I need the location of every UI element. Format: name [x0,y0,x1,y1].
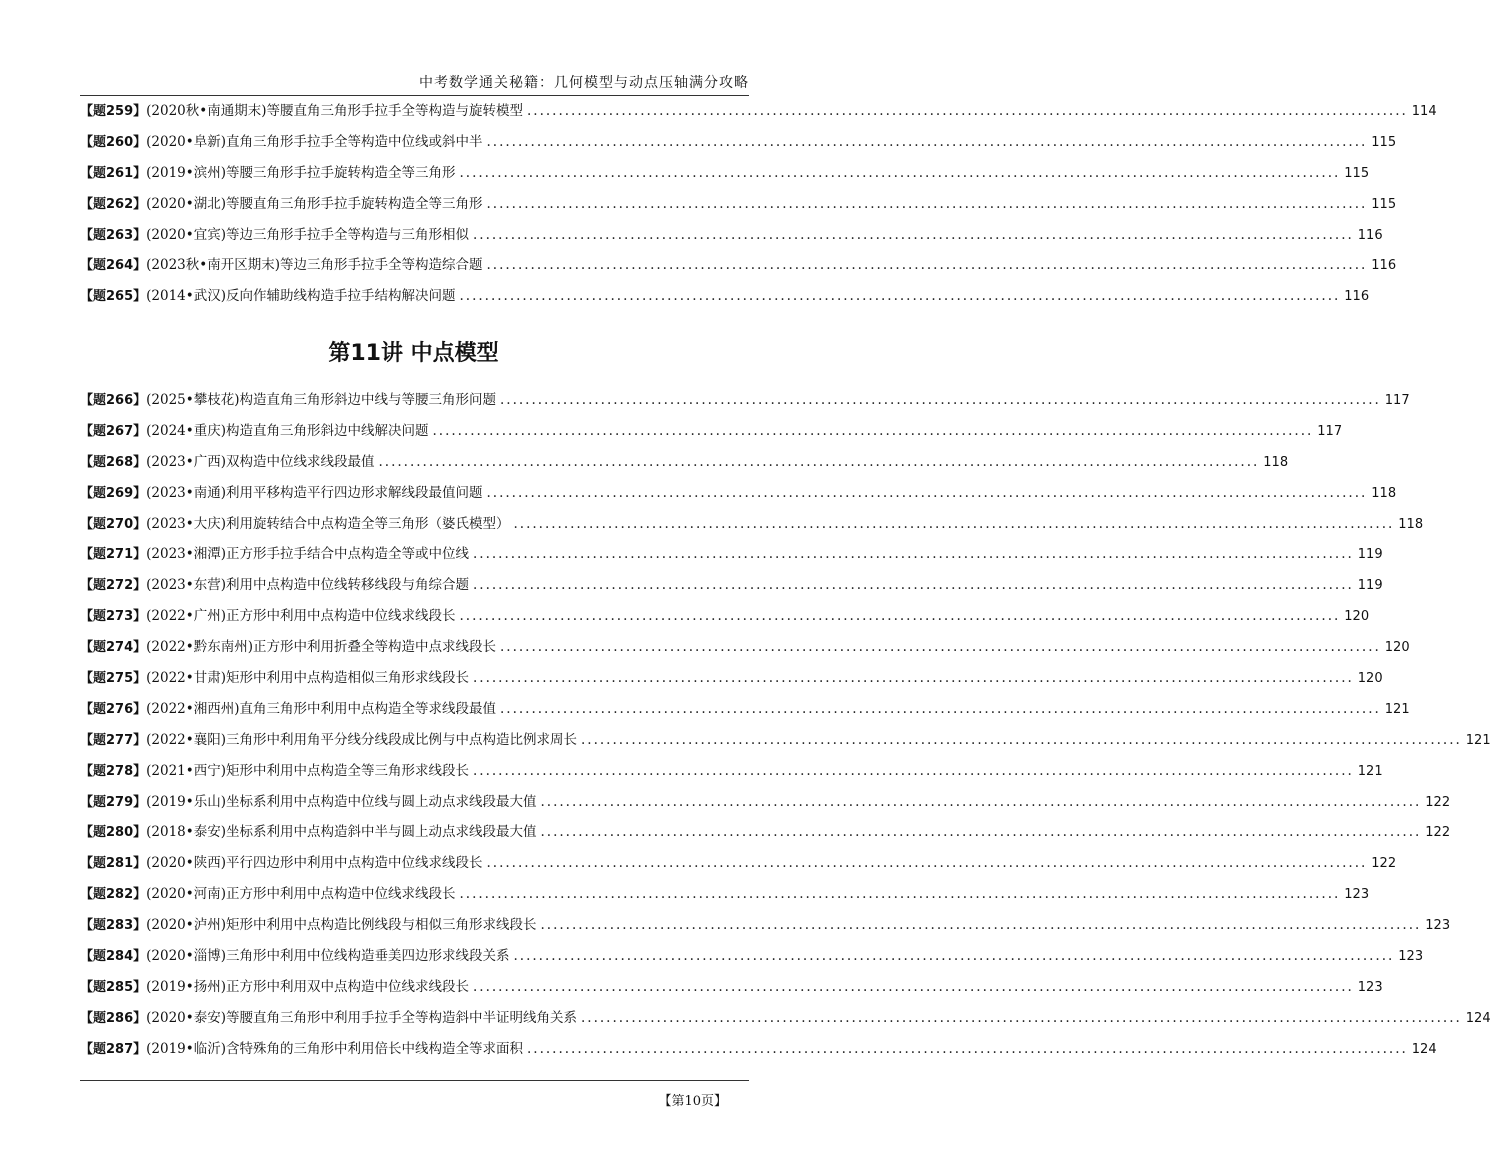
toc-entry-page: 116 [1357,227,1383,243]
toc-entry-page: 120 [1384,640,1410,656]
toc-entry[interactable] [80,542,1383,573]
toc-leader-dots [487,257,1368,273]
toc-entry-number: 【题263】 [80,227,147,243]
toc-entry-page: 118 [1263,454,1289,470]
toc-leader-dots [473,227,1354,243]
toc-entry[interactable] [80,882,1370,913]
toc-section-2 [80,388,1491,1068]
toc-entry-page: 116 [1371,258,1397,274]
toc-entry[interactable] [80,759,1383,790]
toc-entry[interactable] [80,728,1491,759]
toc-entry-page: 122 [1371,856,1397,872]
toc-entry-number: 【题276】 [80,701,147,717]
toc-entry[interactable] [80,130,1397,161]
toc-entry-title: (2020•湖北)等腰直角三角形手拉手旋转构造全等三角形 [146,195,483,212]
toc-section-1 [80,99,1437,315]
toc-entry[interactable] [80,913,1451,944]
toc-leader-dots [541,824,1422,840]
toc-entry-number: 【题275】 [80,671,147,687]
toc-leader-dots [514,516,1395,532]
toc-entry-title: (2019•乐山)坐标系利用中点构造中位线与圆上动点求线段最大值 [146,793,537,810]
toc-leader-dots [460,165,1341,181]
toc-entry-page: 122 [1425,794,1451,810]
toc-entry-page: 121 [1384,701,1410,717]
toc-leader-dots [527,103,1408,119]
toc-entry-page: 116 [1344,289,1370,305]
toc-entry-number: 【题267】 [80,423,147,439]
toc-entry-title: (2022•湘西州)直角三角形中利用中点构造全等求线段最值 [146,700,496,717]
toc-entry-number: 【题262】 [80,196,147,212]
toc-entry[interactable] [80,450,1289,481]
toc-entry-number: 【题270】 [80,516,147,532]
toc-entry[interactable] [80,253,1397,284]
toc-entry-number: 【题265】 [80,289,147,305]
toc-leader-dots [460,608,1341,624]
toc-entry-page: 122 [1425,825,1451,841]
toc-leader-dots [473,763,1354,779]
toc-entry-title: (2022•甘肃)矩形中利用中点构造相似三角形求线段长 [146,670,469,687]
toc-entry-title: (2020秋•南通期末)等腰直角三角形手拉手全等构造与旋转模型 [146,103,523,119]
toc-entry-title: (2018•泰安)坐标系利用中点构造斜中半与圆上动点求线段最大值 [146,824,537,841]
toc-entry-page: 119 [1357,578,1383,594]
toc-entry-number: 【题279】 [80,794,147,810]
toc-entry-title: (2019•临沂)含特殊角的三角形中利用倍长中线构造全等求面积 [146,1040,523,1057]
toc-leader-dots [581,732,1462,748]
toc-entry-page: 118 [1398,516,1424,532]
toc-entry-number: 【题286】 [80,1010,147,1026]
toc-entry-number: 【题278】 [80,763,147,779]
toc-entry[interactable] [80,388,1410,419]
toc-leader-dots [487,485,1368,501]
toc-leader-dots [541,794,1422,810]
toc-entry-page: 121 [1357,763,1383,779]
toc-entry-page: 114 [1411,104,1437,119]
toc-leader-dots [500,639,1381,655]
toc-entry-number: 【题283】 [80,918,147,934]
toc-entry-title: (2023•大庆)利用旋转结合中点构造全等三角形（婆氏模型） [146,515,510,532]
toc-entry-page: 117 [1317,423,1343,439]
toc-entry-page: 124 [1411,1041,1437,1057]
toc-leader-dots [487,134,1368,150]
toc-entry[interactable] [80,666,1383,697]
toc-entry-title: (2023秋•南开区期末)等边三角形手拉手全等构造综合题 [146,257,483,274]
toc-entry-page: 117 [1384,393,1410,408]
toc-entry[interactable] [80,573,1383,604]
toc-entry-title: (2023•湘潭)正方形手拉手结合中点构造全等或中位线 [146,546,469,563]
toc-entry-number: 【题281】 [80,856,147,872]
toc-entry-title: (2022•襄阳)三角形中利用角平分线分线段成比例与中点构造比例求周长 [146,731,577,748]
toc-entry-title: (2020•河南)正方形中利用中点构造中位线求线段长 [146,886,456,903]
toc-entry[interactable] [80,192,1397,223]
toc-entry-title: (2024•重庆)构造直角三角形斜边中线解决问题 [146,422,429,439]
toc-entry-number: 【题277】 [80,732,147,748]
toc-entry[interactable] [80,1037,1437,1068]
toc-entry[interactable] [80,635,1410,666]
footer-rule [80,1080,749,1081]
toc-entry-title: (2020•宜宾)等边三角形手拉手全等构造与三角形相似 [146,226,469,243]
toc-entry-number: 【题269】 [80,485,147,501]
toc-leader-dots [460,886,1341,902]
toc-entry[interactable] [80,820,1451,851]
page-header-title: 中考数学通关秘籍：几何模型与动点压轴满分攻略 [419,75,749,91]
toc-entry-page: 124 [1465,1010,1491,1026]
toc-entry-number: 【题287】 [80,1041,147,1057]
toc-entry-title: (2023•广西)双构造中位线求线段最值 [146,453,375,470]
toc-leader-dots [487,196,1368,212]
toc-entry-page: 115 [1371,134,1397,150]
toc-leader-dots [500,701,1381,717]
toc-entry[interactable] [80,697,1410,728]
toc-leader-dots [473,577,1354,593]
toc-leader-dots [581,1010,1462,1026]
toc-entry[interactable] [80,512,1424,543]
toc-entry-page: 123 [1344,887,1370,903]
toc-entry-number: 【题266】 [80,393,147,408]
toc-entry-title: (2023•南通)利用平移构造平行四边形求解线段最值问题 [146,484,483,501]
toc-entry-title: (2025•攀枝花)构造直角三角形斜边中线与等腰三角形问题 [146,392,496,408]
toc-entry-page: 120 [1357,671,1383,687]
toc-entry-number: 【题261】 [80,165,147,181]
toc-entry-number: 【题285】 [80,979,147,995]
toc-leader-dots [541,917,1422,933]
toc-entry[interactable] [80,223,1383,254]
toc-entry-number: 【题259】 [80,104,147,119]
toc-entry-page: 123 [1425,918,1451,934]
toc-entry-number: 【题268】 [80,454,147,470]
toc-entry-number: 【题284】 [80,949,147,965]
toc-entry[interactable] [80,284,1370,315]
toc-entry[interactable] [80,851,1397,882]
toc-entry-number: 【题273】 [80,609,147,625]
toc-leader-dots [473,546,1354,562]
toc-entry[interactable] [80,604,1370,635]
toc-entry[interactable] [80,99,1437,130]
header-rule [80,95,749,96]
toc-entry-title: (2020•阜新)直角三角形手拉手全等构造中位线或斜中半 [146,133,483,150]
toc-leader-dots [433,423,1314,439]
toc-entry-page: 123 [1357,979,1383,995]
toc-entry-title: (2014•武汉)反向作辅助线构造手拉手结构解决问题 [146,288,456,305]
toc-entry-number: 【题282】 [80,887,147,903]
toc-entry-number: 【题272】 [80,578,147,594]
toc-entry[interactable] [80,481,1397,512]
toc-entry-title: (2022•黔东南州)正方形中利用折叠全等构造中点求线段长 [146,639,496,656]
toc-leader-dots [473,979,1354,995]
toc-entry-number: 【题264】 [80,258,147,274]
toc-entry[interactable] [80,790,1451,821]
toc-entry-title: (2019•扬州)正方形中利用双中点构造中位线求线段长 [146,978,469,995]
toc-entry-title: (2020•泰安)等腰直角三角形中利用手拉手全等构造斜中半证明线角关系 [146,1009,577,1026]
toc-leader-dots [487,855,1368,871]
toc-entry-page: 123 [1398,949,1424,965]
toc-leader-dots [514,948,1395,964]
section-heading: 第11讲 中点模型 [328,341,499,366]
toc-leader-dots [473,670,1354,686]
toc-entry[interactable] [80,1006,1491,1037]
toc-entry-title: (2021•西宁)矩形中利用中点构造全等三角形求线段长 [146,762,469,779]
toc-entry-number: 【题271】 [80,547,147,563]
toc-entry-title: (2019•滨州)等腰三角形手拉手旋转构造全等三角形 [146,164,456,181]
toc-entry-title: (2020•淄博)三角形中利用中位线构造垂美四边形求线段关系 [146,948,510,965]
toc-entry[interactable] [80,419,1343,450]
toc-entry[interactable] [80,944,1424,975]
toc-entry[interactable] [80,161,1370,192]
toc-entry-number: 【题260】 [80,134,147,150]
toc-entry-title: (2020•泸州)矩形中利用中点构造比例线段与相似三角形求线段长 [146,917,537,934]
toc-entry-page: 119 [1357,547,1383,563]
toc-leader-dots [500,392,1381,408]
toc-entry-page: 115 [1344,165,1370,181]
toc-leader-dots [527,1041,1408,1057]
toc-leader-dots [460,288,1341,304]
page-number: 【第10页】 [658,1094,727,1109]
toc-entry-number: 【题280】 [80,825,147,841]
toc-entry-number: 【题274】 [80,640,147,656]
toc-entry-page: 121 [1465,732,1491,748]
toc-entry-page: 118 [1371,485,1397,501]
toc-entry[interactable] [80,975,1383,1006]
toc-entry-title: (2020•陕西)平行四边形中利用中点构造中位线求线段长 [146,855,483,872]
toc-entry-page: 120 [1344,609,1370,625]
toc-entry-page: 115 [1371,196,1397,212]
toc-entry-title: (2023•东营)利用中点构造中位线转移线段与角综合题 [146,577,469,594]
toc-entry-title: (2022•广州)正方形中利用中点构造中位线求线段长 [146,608,456,625]
toc-leader-dots [379,454,1260,470]
